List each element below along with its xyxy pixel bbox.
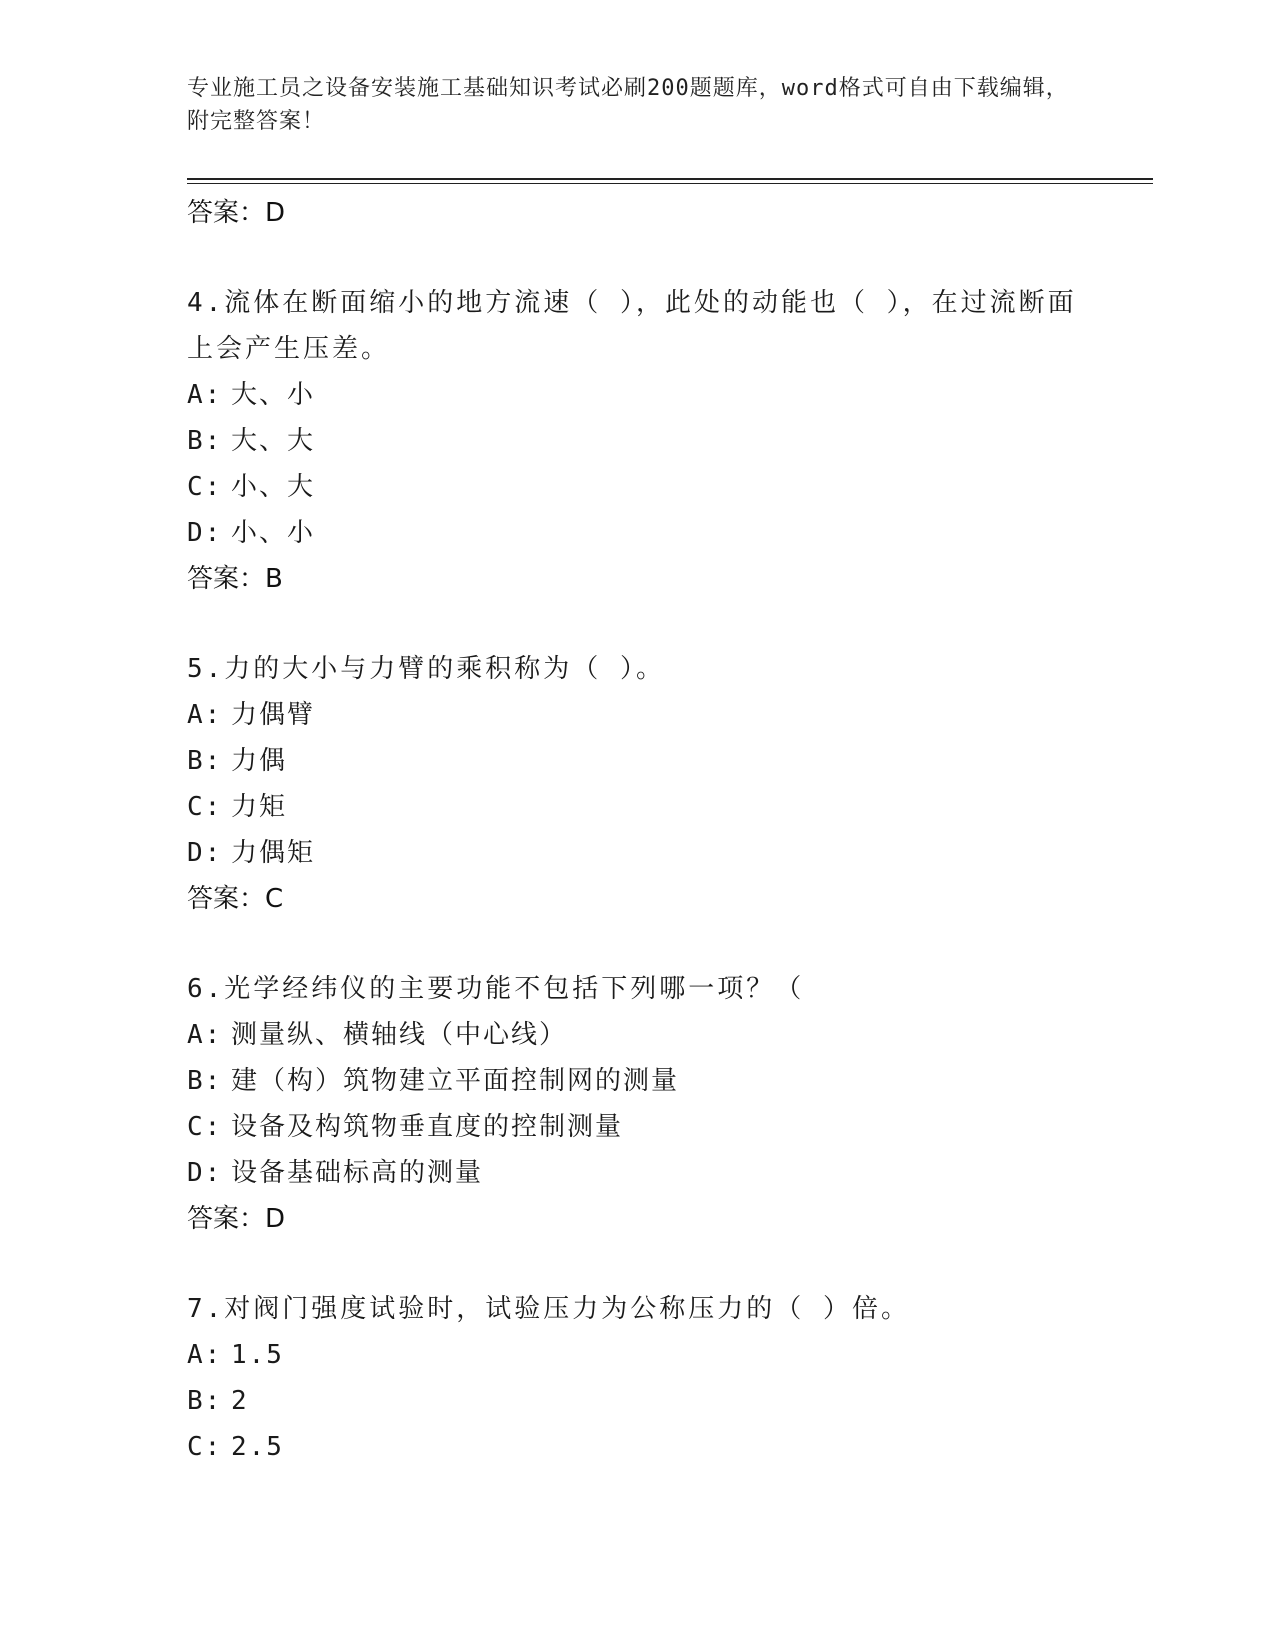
option-text: 力偶臂 (231, 700, 316, 730)
option-key: A: (187, 380, 223, 410)
option-text: 设备基础标高的测量 (231, 1158, 484, 1188)
option-a (187, 1012, 1087, 1058)
option-b (187, 1378, 1087, 1424)
option-c (187, 464, 1087, 510)
option-key: D: (187, 518, 223, 548)
question-text: 6.光学经纬仪的主要功能不包括下列哪一项？（ (187, 974, 805, 1004)
question-item (187, 646, 1087, 922)
question-item (187, 966, 1087, 1242)
option-text: 2 (231, 1386, 249, 1416)
option-key: D: (187, 1158, 223, 1188)
question-item (187, 1286, 1087, 1470)
option-c (187, 1104, 1087, 1150)
question-text: 4.流体在断面缩小的地方流速（ ），此处的动能也（ ），在过流断面上会产生压差。 (187, 288, 1077, 364)
answer-line: 答案：D (187, 1204, 286, 1234)
answer-line: 答案：B (187, 564, 283, 594)
option-text: 大、大 (231, 426, 316, 456)
option-a (187, 1332, 1087, 1378)
option-text: 测量纵、横轴线（中心线） (231, 1020, 568, 1050)
document-header: 专业施工员之设备安装施工基础知识考试必刷200题题库，word格式可自由下载编辑，附完整答案！ (187, 76, 1069, 134)
option-text: 小、大 (231, 472, 316, 502)
option-d (187, 830, 1087, 876)
option-b (187, 738, 1087, 784)
option-text: 力偶矩 (231, 838, 316, 868)
option-key: B: (187, 746, 223, 776)
option-c (187, 1424, 1087, 1470)
option-c (187, 784, 1087, 830)
option-key: C: (187, 1112, 223, 1142)
option-text: 大、小 (231, 380, 316, 410)
question-list (187, 190, 1087, 1470)
option-key: A: (187, 1340, 223, 1370)
question-text: 7.对阀门强度试验时，试验压力为公称压力的（ ）倍。 (187, 1294, 910, 1324)
option-key: C: (187, 1432, 223, 1462)
option-key: A: (187, 1020, 223, 1050)
answer-line: 答案：D (187, 198, 286, 228)
question-item (187, 280, 1087, 602)
option-key: D: (187, 838, 223, 868)
option-key: A: (187, 700, 223, 730)
option-a (187, 372, 1087, 418)
option-text: 力偶 (231, 746, 288, 776)
option-key: C: (187, 792, 223, 822)
header-divider-thick (187, 178, 1153, 180)
option-key: B: (187, 426, 223, 456)
option-d (187, 510, 1087, 556)
option-text: 1.5 (231, 1340, 284, 1370)
header-divider-thin (187, 183, 1153, 184)
option-text: 小、小 (231, 518, 316, 548)
option-text: 力矩 (231, 792, 288, 822)
option-d (187, 1150, 1087, 1196)
option-text: 建（构）筑物建立平面控制网的测量 (231, 1066, 680, 1096)
question-text: 5.力的大小与力臂的乘积称为（ ）。 (187, 654, 665, 684)
option-key: C: (187, 472, 223, 502)
option-text: 2.5 (231, 1432, 284, 1462)
option-b (187, 418, 1087, 464)
option-b (187, 1058, 1087, 1104)
option-key: B: (187, 1386, 223, 1416)
option-text: 设备及构筑物垂直度的控制测量 (231, 1112, 624, 1142)
answer-line: 答案：C (187, 884, 284, 914)
option-a (187, 692, 1087, 738)
option-key: B: (187, 1066, 223, 1096)
